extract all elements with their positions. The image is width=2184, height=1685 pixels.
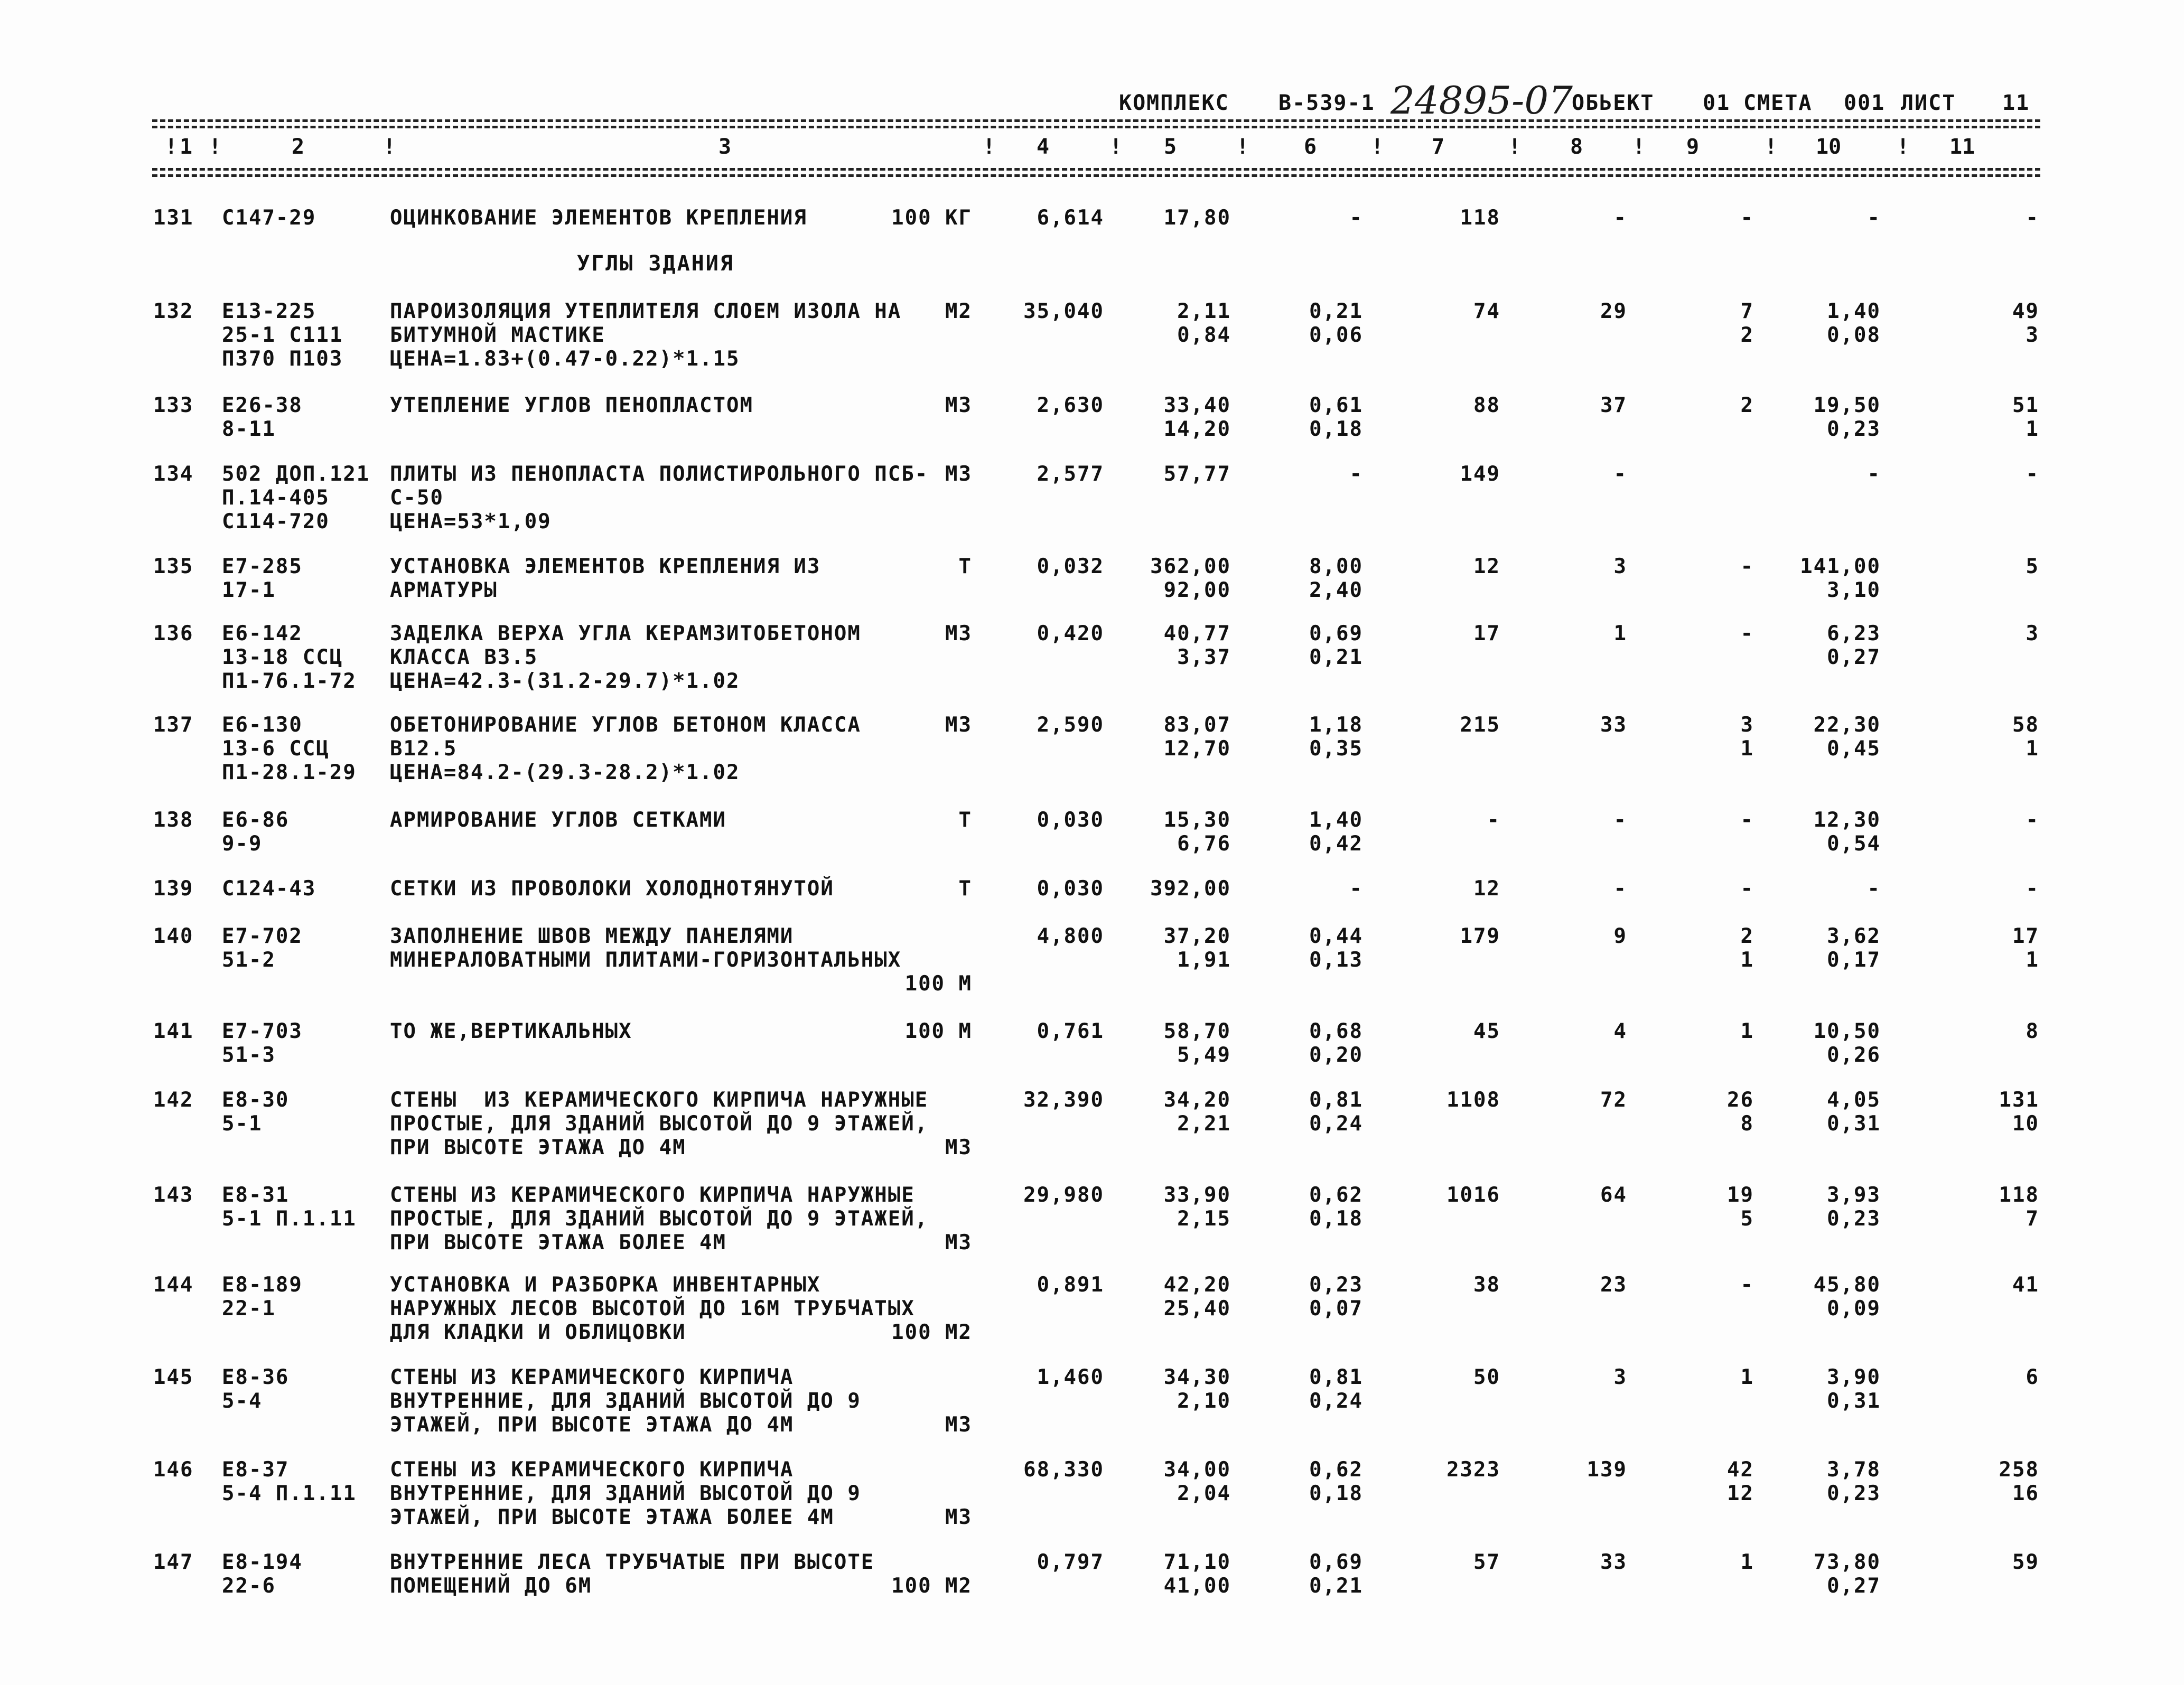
col9-value: 19 5 [1727,1183,1754,1231]
total-cost: 45 [1473,1019,1500,1043]
row-number: 131 [153,206,194,230]
col9-value: - [1740,808,1754,832]
row-number: 140 [153,924,194,948]
sheet-label: ЛИСТ [1901,91,1956,115]
estimate-number: 001 [1844,91,1886,115]
column-header: 2 [292,135,305,159]
total-cost: 1108 [1446,1088,1500,1112]
col6-value: 0,44 0,13 [1309,924,1363,972]
unit-cost: 392,00 [1150,877,1231,901]
row-number: 144 [153,1273,194,1297]
col9-value: 2 [1740,394,1754,417]
col11-value: 131 10 [1999,1088,2039,1136]
col10-value: 3,93 0,23 [1827,1183,1881,1231]
col10-value: 22,30 0,45 [1813,713,1881,761]
work-description: ПАРОИЗОЛЯЦИЯ УТЕПЛИТЕЛЯ СЛОЕМ ИЗОЛА НА БИТУМНОЙ МАСТИКЕ ЦЕНА=1.83+(0.47-0.22)*1.15 [390,299,902,371]
work-description: СТЕНЫ ИЗ КЕРАМИЧЕСКОГО КИРПИЧА НАРУЖНЫЕ ПРОСТЫЕ, ДЛЯ ЗДАНИЙ ВЫСОТОЙ ДО 9 ЭТАЖЕЙ, ПРИ ВЫСОТЕ ЭТАЖА ДО 4М [390,1088,929,1159]
col6-value: 1,18 0,35 [1309,713,1363,761]
unit: Т [958,877,972,901]
quantity: 32,390 [1023,1088,1104,1112]
total-cost: 12 [1473,877,1500,901]
col6-value: 8,00 2,40 [1309,555,1363,602]
col6-value: 1,40 0,42 [1309,808,1363,856]
norm-code: 502 ДОП.121 П.14-405 С114-720 [222,462,370,533]
object-number: 01 [1703,91,1731,115]
column-header: 4 [1037,135,1050,159]
col9-value: - [1740,206,1754,230]
unit-cost: 17,80 [1163,206,1231,230]
col8-value: - [1613,877,1627,901]
work-description: ЗАДЕЛКА ВЕРХА УГЛА КЕРАМЗИТОБЕТОНОМ КЛАССА В3.5 ЦЕНА=42.3-(31.2-29.7)*1.02 [390,622,861,693]
col6-value: 0,21 0,06 [1309,299,1363,347]
col11-value: - [2026,462,2039,486]
row-number: 138 [153,808,194,832]
row-number: 134 [153,462,194,486]
quantity: 0,891 [1037,1273,1104,1297]
col11-value: 41 [2012,1273,2039,1297]
row-number: 145 [153,1365,194,1389]
total-cost: 50 [1473,1365,1500,1389]
quantity: 0,030 [1037,808,1104,832]
unit: М3 [945,1231,972,1255]
quantity: 0,032 [1037,555,1104,578]
col9-value: - [1740,877,1754,901]
col8-value: 33 [1600,713,1627,737]
row-number: 135 [153,555,194,578]
total-cost: 118 [1460,206,1500,230]
col11-value: 17 1 [2012,924,2039,972]
col9-value: 2 1 [1740,924,1754,972]
norm-code: Е13-225 25-1 С111 П370 П103 [222,299,343,371]
section-title: УГЛЫ ЗДАНИЯ [577,251,734,276]
col9-value: 26 8 [1727,1088,1754,1136]
col6-value: - [1349,462,1363,486]
row-number: 147 [153,1550,194,1574]
total-cost: 12 [1473,555,1500,578]
col10-value: 3,78 0,23 [1827,1458,1881,1505]
col10-value: - [1867,877,1881,901]
col11-value: 51 1 [2012,394,2039,441]
col8-value: 139 [1586,1458,1627,1482]
unit: М3 [945,1413,972,1437]
quantity: 0,030 [1037,877,1104,901]
col8-value: 3 [1613,555,1627,578]
col8-value: 23 [1600,1273,1627,1297]
norm-code: Е8-31 5-1 П.1.11 [222,1183,357,1231]
column-header: 9 [1686,135,1700,159]
work-description: ПЛИТЫ ИЗ ПЕНОПЛАСТА ПОЛИСТИРОЛЬНОГО ПСБ- С-50 ЦЕНА=53*1,09 [390,462,929,533]
column-header: 5 [1164,135,1177,159]
object-label: ОБЬЕКТ [1572,91,1655,115]
total-cost: 1016 [1446,1183,1500,1207]
work-description: УСТАНОВКА И РАЗБОРКА ИНВЕНТАРНЫХ НАРУЖНЫХ ЛЕСОВ ВЫСОТОЙ ДО 16М ТРУБЧАТЫХ ДЛЯ КЛАДКИ И ОБЛИЦОВКИ [390,1273,915,1344]
unit: 100 М2 [891,1574,972,1598]
total-cost: 149 [1460,462,1500,486]
norm-code: Е26-38 8-11 [222,394,303,441]
col10-value: 6,23 0,27 [1827,622,1881,669]
col6-value: 0,68 0,20 [1309,1019,1363,1067]
row-number: 146 [153,1458,194,1482]
total-cost: 179 [1460,924,1500,948]
norm-code: С124-43 [222,877,316,901]
header-rule-bottom-2 [152,174,2040,177]
total-cost: 38 [1473,1273,1500,1297]
col6-value: 0,23 0,07 [1309,1273,1363,1321]
total-cost: 74 [1473,299,1500,323]
column-header: 7 [1432,135,1445,159]
col10-value: - [1867,462,1881,486]
col10-value: 12,30 0,54 [1813,808,1881,856]
norm-code: Е6-130 13-6 ССЦ П1-28.1-29 [222,713,357,784]
total-cost: 17 [1473,622,1500,645]
header-rule-top [152,119,2040,122]
norm-code: Е8-36 5-4 [222,1365,290,1413]
col11-value: 6 [2026,1365,2039,1389]
col8-value: 33 [1600,1550,1627,1574]
col8-value: 1 [1613,622,1627,645]
unit-cost: 34,30 2,10 [1163,1365,1231,1413]
col11-value: 3 [2026,622,2039,645]
unit: М3 [945,622,972,645]
col10-value: 10,50 0,26 [1813,1019,1881,1067]
header-rule-bottom [152,168,2040,171]
row-number: 141 [153,1019,194,1043]
col9-value: 42 12 [1727,1458,1754,1505]
row-number: 139 [153,877,194,901]
norm-code: Е8-189 22-1 [222,1273,303,1321]
quantity: 2,590 [1037,713,1104,737]
norm-code: Е8-194 22-6 [222,1550,303,1598]
column-header: 6 [1304,135,1317,159]
total-cost: 215 [1460,713,1500,737]
norm-code: Е6-86 9-9 [222,808,290,856]
row-number: 143 [153,1183,194,1207]
unit: Т [958,555,972,578]
unit-cost: 58,70 5,49 [1163,1019,1231,1067]
unit: М3 [945,462,972,486]
header-rule-top-2 [152,126,2040,128]
col8-value: - [1613,206,1627,230]
total-cost: 88 [1473,394,1500,417]
col10-value: 45,80 0,09 [1813,1273,1881,1321]
col9-value: 3 1 [1740,713,1754,761]
col8-value: 72 [1600,1088,1627,1112]
norm-code: Е7-702 51-2 [222,924,303,972]
col8-value: - [1613,808,1627,832]
col10-value: 4,05 0,31 [1827,1088,1881,1136]
unit-cost: 15,30 6,76 [1163,808,1231,856]
work-description: ОЦИНКОВАНИЕ ЭЛЕМЕНТОВ КРЕПЛЕНИЯ [390,206,807,230]
col11-value: 5 [2026,555,2039,578]
work-description: ОБЕТОНИРОВАНИЕ УГЛОВ БЕТОНОМ КЛАССА В12.5 ЦЕНА=84.2-(29.3-28.2)*1.02 [390,713,861,784]
col6-value: - [1349,206,1363,230]
col10-value: 3,62 0,17 [1827,924,1881,972]
col10-value: 1,40 0,08 [1827,299,1881,347]
col8-value: 29 [1600,299,1627,323]
col9-value: - [1740,622,1754,645]
col11-value: 59 [2012,1550,2039,1574]
col8-value: 64 [1600,1183,1627,1207]
col11-value: 49 3 [2012,299,2039,347]
unit-cost: 71,10 41,00 [1163,1550,1231,1598]
col9-value: 7 2 [1740,299,1754,347]
col6-value: - [1349,877,1363,901]
unit-cost: 40,77 3,37 [1163,622,1231,669]
col8-value: 4 [1613,1019,1627,1043]
row-number: 133 [153,394,194,417]
unit-cost: 83,07 12,70 [1163,713,1231,761]
norm-code: С147-29 [222,206,316,230]
row-number: 132 [153,299,194,323]
col11-value: 258 16 [1999,1458,2039,1505]
unit-cost: 42,20 25,40 [1163,1273,1231,1321]
work-description: ТО ЖЕ,ВЕРТИКАЛЬНЫХ [390,1019,632,1043]
col9-value: 1 [1740,1019,1754,1043]
unit: М3 [945,1505,972,1529]
column-header: 3 [718,135,732,159]
col10-value: 73,80 0,27 [1813,1550,1881,1598]
unit: М3 [945,1136,972,1159]
unit: 100 М [904,1019,972,1043]
unit: Т [958,808,972,832]
col8-value: - [1613,462,1627,486]
sheet-number: 11 [2002,91,2030,115]
unit-cost: 57,77 [1163,462,1231,486]
complex-label: КОМПЛЕКС [1119,91,1229,115]
col10-value: 19,50 0,23 [1813,394,1881,441]
total-cost: 57 [1473,1550,1500,1574]
col8-value: 37 [1600,394,1627,417]
unit-cost: 33,40 14,20 [1163,394,1231,441]
col9-value: - [1740,1273,1754,1297]
unit: 100 М2 [891,1321,972,1344]
unit: М3 [945,713,972,737]
quantity: 2,630 [1037,394,1104,417]
unit-cost: 362,00 92,00 [1150,555,1231,602]
norm-code: Е7-703 51-3 [222,1019,303,1067]
unit-cost: 37,20 1,91 [1163,924,1231,972]
total-cost: - [1487,808,1500,832]
unit-cost: 34,00 2,04 [1163,1458,1231,1505]
col10-value: 141,00 3,10 [1800,555,1881,602]
col11-value: 8 [2026,1019,2039,1043]
col6-value: 0,81 0,24 [1309,1088,1363,1136]
row-number: 142 [153,1088,194,1112]
col8-value: 3 [1613,1365,1627,1389]
quantity: 0,797 [1037,1550,1104,1574]
col11-value: 118 7 [1999,1183,2039,1231]
work-description: ВНУТРЕННИЕ ЛЕСА ТРУБЧАТЫЕ ПРИ ВЫСОТЕ ПОМЕЩЕНИЙ ДО 6М [390,1550,875,1598]
work-description: СТЕНЫ ИЗ КЕРАМИЧЕСКОГО КИРПИЧА НАРУЖНЫЕ ПРОСТЫЕ, ДЛЯ ЗДАНИЙ ВЫСОТОЙ ДО 9 ЭТАЖЕЙ, ПРИ ВЫСОТЕ ЭТАЖА БОЛЕЕ 4М [390,1183,929,1255]
col6-value: 0,62 0,18 [1309,1183,1363,1231]
work-description: СЕТКИ ИЗ ПРОВОЛОКИ ХОЛОДНОТЯНУТОЙ [390,877,834,901]
work-description: ЗАПОЛНЕНИЕ ШВОВ МЕЖДУ ПАНЕЛЯМИ МИНЕРАЛОВАТНЫМИ ПЛИТАМИ-ГОРИЗОНТАЛЬНЫХ [390,924,902,972]
norm-code: Е8-30 5-1 [222,1088,290,1136]
col6-value: 0,61 0,18 [1309,394,1363,441]
work-description: СТЕНЫ ИЗ КЕРАМИЧЕСКОГО КИРПИЧА ВНУТРЕННИЕ, ДЛЯ ЗДАНИЙ ВЫСОТОЙ ДО 9 ЭТАЖЕЙ, ПРИ ВЫСОТЕ ЭТАЖА ДО 4М [390,1365,861,1437]
col11-value: 58 1 [2012,713,2039,761]
quantity: 35,040 [1023,299,1104,323]
column-header: 8 [1570,135,1583,159]
col11-value: - [2026,808,2039,832]
col10-value: 3,90 0,31 [1827,1365,1881,1413]
col8-value: 9 [1613,924,1627,948]
quantity: 4,800 [1037,924,1104,948]
col9-value: 1 [1740,1365,1754,1389]
quantity: 0,761 [1037,1019,1104,1043]
col11-value: - [2026,206,2039,230]
estimate-label: СМЕТА [1743,91,1813,115]
col11-value: - [2026,877,2039,901]
complex-code: В-539-1 [1278,91,1375,115]
quantity: 6,614 [1037,206,1104,230]
column-header: 1 [180,135,193,159]
unit-cost: 34,20 2,21 [1163,1088,1231,1136]
quantity: 68,330 [1023,1458,1104,1482]
col9-value: - [1740,555,1754,578]
norm-code: Е6-142 13-18 ССЦ П1-76.1-72 [222,622,357,693]
col10-value: - [1867,206,1881,230]
handwritten-number: 24895-07 [1390,78,1573,123]
unit: М3 [945,394,972,417]
quantity: 0,420 [1037,622,1104,645]
column-header: 10 [1816,135,1842,159]
column-header: 11 [1949,135,1975,159]
unit: М2 [945,299,972,323]
norm-code: Е7-285 17-1 [222,555,303,602]
unit: 100 КГ [891,206,972,230]
unit-cost: 33,90 2,15 [1163,1183,1231,1231]
unit: 100 М [904,972,972,996]
work-description: УСТАНОВКА ЭЛЕМЕНТОВ КРЕПЛЕНИЯ ИЗ АРМАТУРЫ [390,555,821,602]
work-description: УТЕПЛЕНИЕ УГЛОВ ПЕНОПЛАСТОМ [390,394,753,417]
quantity: 1,460 [1037,1365,1104,1389]
col6-value: 0,81 0,24 [1309,1365,1363,1413]
col6-value: 0,62 0,18 [1309,1458,1363,1505]
total-cost: 2323 [1446,1458,1500,1482]
work-description: АРМИРОВАНИЕ УГЛОВ СЕТКАМИ [390,808,726,832]
unit-cost: 2,11 0,84 [1177,299,1231,347]
norm-code: Е8-37 5-4 П.1.11 [222,1458,357,1505]
quantity: 2,577 [1037,462,1104,486]
quantity: 29,980 [1023,1183,1104,1207]
col9-value: 1 [1740,1550,1754,1574]
col6-value: 0,69 0,21 [1309,622,1363,669]
col6-value: 0,69 0,21 [1309,1550,1363,1598]
row-number: 136 [153,622,194,645]
row-number: 137 [153,713,194,737]
work-description: СТЕНЫ ИЗ КЕРАМИЧЕСКОГО КИРПИЧА ВНУТРЕННИЕ, ДЛЯ ЗДАНИЙ ВЫСОТОЙ ДО 9 ЭТАЖЕЙ, ПРИ ВЫСОТЕ ЭТАЖА БОЛЕЕ 4М [390,1458,861,1529]
